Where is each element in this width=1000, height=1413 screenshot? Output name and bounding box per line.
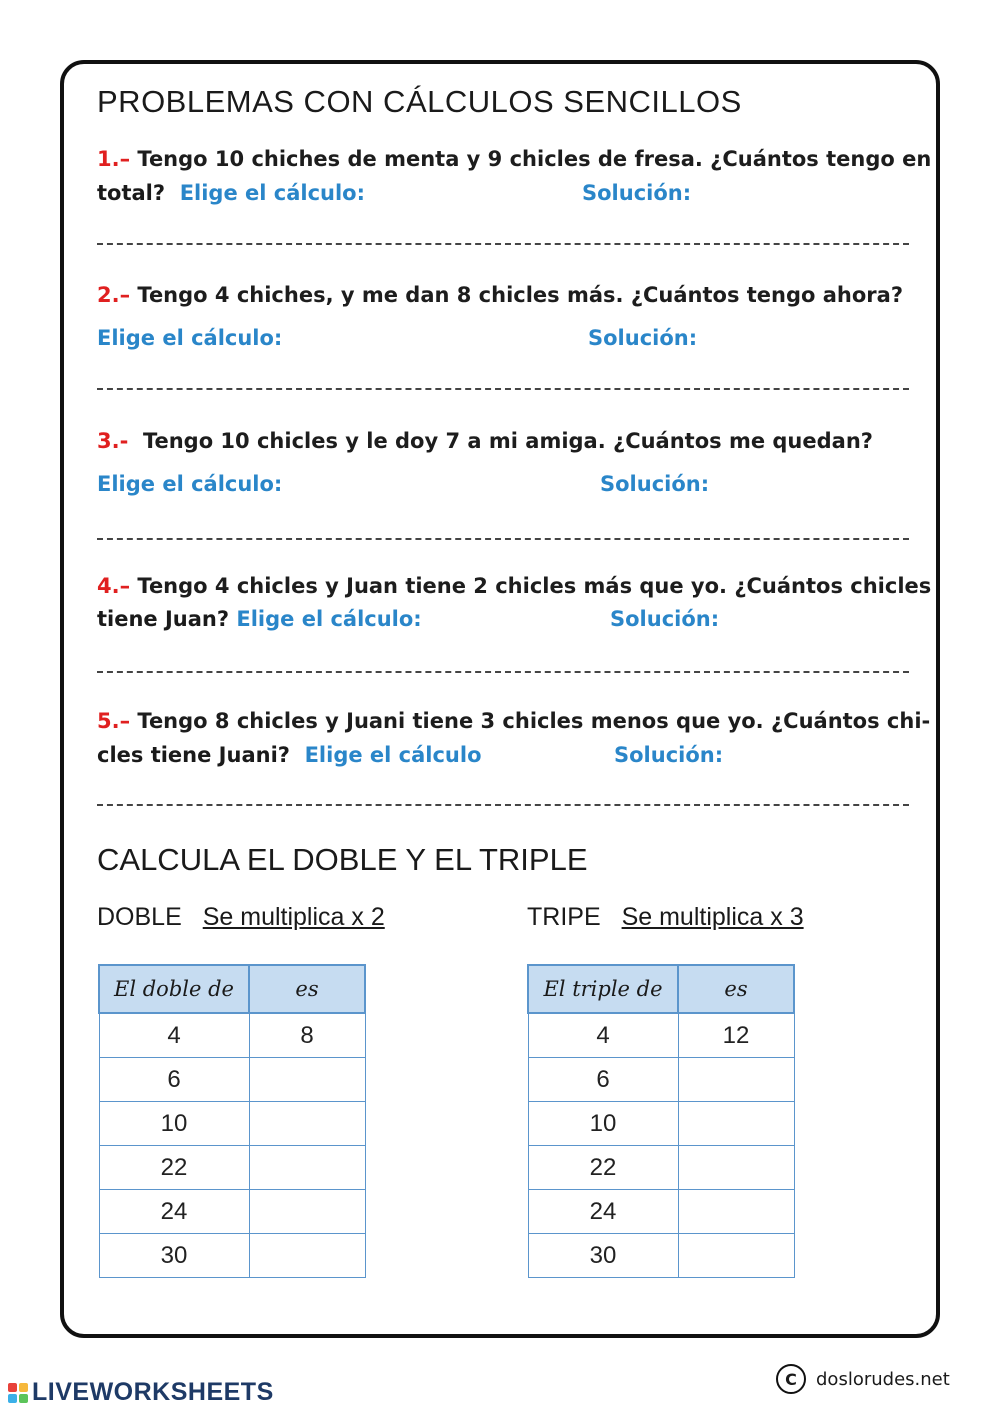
problem-1-line2 <box>97 181 365 205</box>
site-name: doslorudes.net <box>816 1368 950 1390</box>
solution-label[interactable]: Solución: <box>610 607 720 631</box>
solution-label[interactable]: Solución: <box>582 181 692 205</box>
input-value: 10 <box>528 1102 678 1146</box>
solution-label[interactable]: Solución: <box>588 326 698 350</box>
double-label: DOBLE <box>97 903 182 931</box>
answer-cell[interactable] <box>678 1234 794 1278</box>
problem-text: Tengo 10 chiches de menta y 9 chicles de fresa. ¿Cuántos tengo en <box>137 147 932 171</box>
answer-cell[interactable] <box>249 1102 365 1146</box>
divider <box>97 804 909 806</box>
solution-label[interactable]: Solución: <box>614 743 724 767</box>
table-header-row <box>99 965 365 1013</box>
problem-text-cont: total? <box>97 181 166 205</box>
table-row <box>99 1058 365 1102</box>
table-row <box>99 1234 365 1278</box>
triple-table <box>527 964 795 1278</box>
worksheet-title: PROBLEMAS CON CÁLCULOS SENCILLOS <box>97 84 742 119</box>
problem-5 <box>97 702 930 740</box>
answer-cell[interactable]: 12 <box>678 1013 794 1058</box>
problem-4 <box>97 567 931 605</box>
answer-cell[interactable] <box>249 1146 365 1190</box>
logo-square <box>8 1383 17 1392</box>
table-row <box>528 1058 794 1102</box>
header-cell: es <box>678 965 794 1013</box>
answer-cell[interactable]: 8 <box>249 1013 365 1058</box>
choose-calc-label[interactable]: Elige el cálculo: <box>179 181 366 205</box>
table-row <box>528 1234 794 1278</box>
problem-text: Tengo 4 chicles y Juan tiene 2 chicles más que yo. ¿Cuántos chicles <box>137 574 932 598</box>
problem-number: 5.– <box>97 709 131 733</box>
header-cell: El triple de <box>528 965 678 1013</box>
problem-text-cont: cles tiene Juani? <box>97 743 290 767</box>
input-value: 4 <box>99 1013 249 1058</box>
choose-calc-label[interactable]: Elige el cálculo: <box>97 472 283 496</box>
answer-cell[interactable] <box>249 1234 365 1278</box>
table-row <box>528 1102 794 1146</box>
problem-text: Tengo 4 chiches, y me dan 8 chicles más. ¿Cuántos tengo ahora? <box>137 283 904 307</box>
logo-square <box>19 1383 28 1392</box>
double-heading <box>97 903 385 932</box>
input-value: 22 <box>528 1146 678 1190</box>
input-value: 30 <box>528 1234 678 1278</box>
problem-text-cont: tiene Juan? <box>97 607 230 631</box>
problem-1 <box>97 140 931 178</box>
double-table <box>98 964 366 1278</box>
table-row <box>528 1146 794 1190</box>
logo-square <box>19 1394 28 1403</box>
input-value: 6 <box>99 1058 249 1102</box>
section-title: CALCULA EL DOBLE Y EL TRIPLE <box>97 842 588 877</box>
copyright <box>776 1364 950 1394</box>
triple-rule: Se multiplica x 3 <box>621 903 804 931</box>
table-header-row <box>528 965 794 1013</box>
table-row <box>99 1190 365 1234</box>
logo-square <box>8 1394 17 1403</box>
input-value: 30 <box>99 1234 249 1278</box>
divider <box>97 538 909 540</box>
input-value: 10 <box>99 1102 249 1146</box>
table-row <box>99 1146 365 1190</box>
problem-number: 4.– <box>97 574 131 598</box>
problem-number: 3.- <box>97 429 129 453</box>
choose-calc-label[interactable]: Elige el cálculo <box>304 743 482 767</box>
problem-5-line2 <box>97 743 482 767</box>
brand-name: LIVEWORKSHEETS <box>32 1378 274 1406</box>
divider <box>97 388 909 390</box>
input-value: 24 <box>528 1190 678 1234</box>
triple-heading <box>527 903 804 932</box>
input-value: 22 <box>99 1146 249 1190</box>
answer-cell[interactable] <box>249 1058 365 1102</box>
answer-cell[interactable] <box>678 1102 794 1146</box>
answer-cell[interactable] <box>678 1146 794 1190</box>
answer-cell[interactable] <box>678 1058 794 1102</box>
header-cell: es <box>249 965 365 1013</box>
problem-4-line2 <box>97 607 422 631</box>
table-row <box>99 1013 365 1058</box>
table-row <box>99 1102 365 1146</box>
table-row <box>528 1013 794 1058</box>
header-cell: El doble de <box>99 965 249 1013</box>
answer-cell[interactable] <box>249 1190 365 1234</box>
problem-text: Tengo 10 chicles y le doy 7 a mi amiga. ¿Cuántos me quedan? <box>142 429 873 453</box>
choose-calc-label[interactable]: Elige el cálculo: <box>97 326 283 350</box>
answer-cell[interactable] <box>678 1190 794 1234</box>
choose-calc-label[interactable]: Elige el cálculo: <box>236 607 422 631</box>
problem-number: 1.– <box>97 147 131 171</box>
double-rule: Se multiplica x 2 <box>202 903 385 931</box>
divider <box>97 243 909 245</box>
table-row <box>528 1190 794 1234</box>
input-value: 4 <box>528 1013 678 1058</box>
liveworksheets-logo[interactable] <box>8 1378 274 1407</box>
solution-label[interactable]: Solución: <box>600 472 710 496</box>
divider <box>97 671 909 673</box>
input-value: 6 <box>528 1058 678 1102</box>
logo-grid-icon <box>8 1383 28 1403</box>
problem-text: Tengo 8 chicles y Juani tiene 3 chicles menos que yo. ¿Cuántos chi- <box>137 709 931 733</box>
input-value: 24 <box>99 1190 249 1234</box>
problem-2 <box>97 276 903 314</box>
problem-3 <box>97 422 873 460</box>
triple-label: TRIPE <box>527 903 601 931</box>
problem-number: 2.– <box>97 283 131 307</box>
copyright-icon: C <box>776 1364 806 1394</box>
